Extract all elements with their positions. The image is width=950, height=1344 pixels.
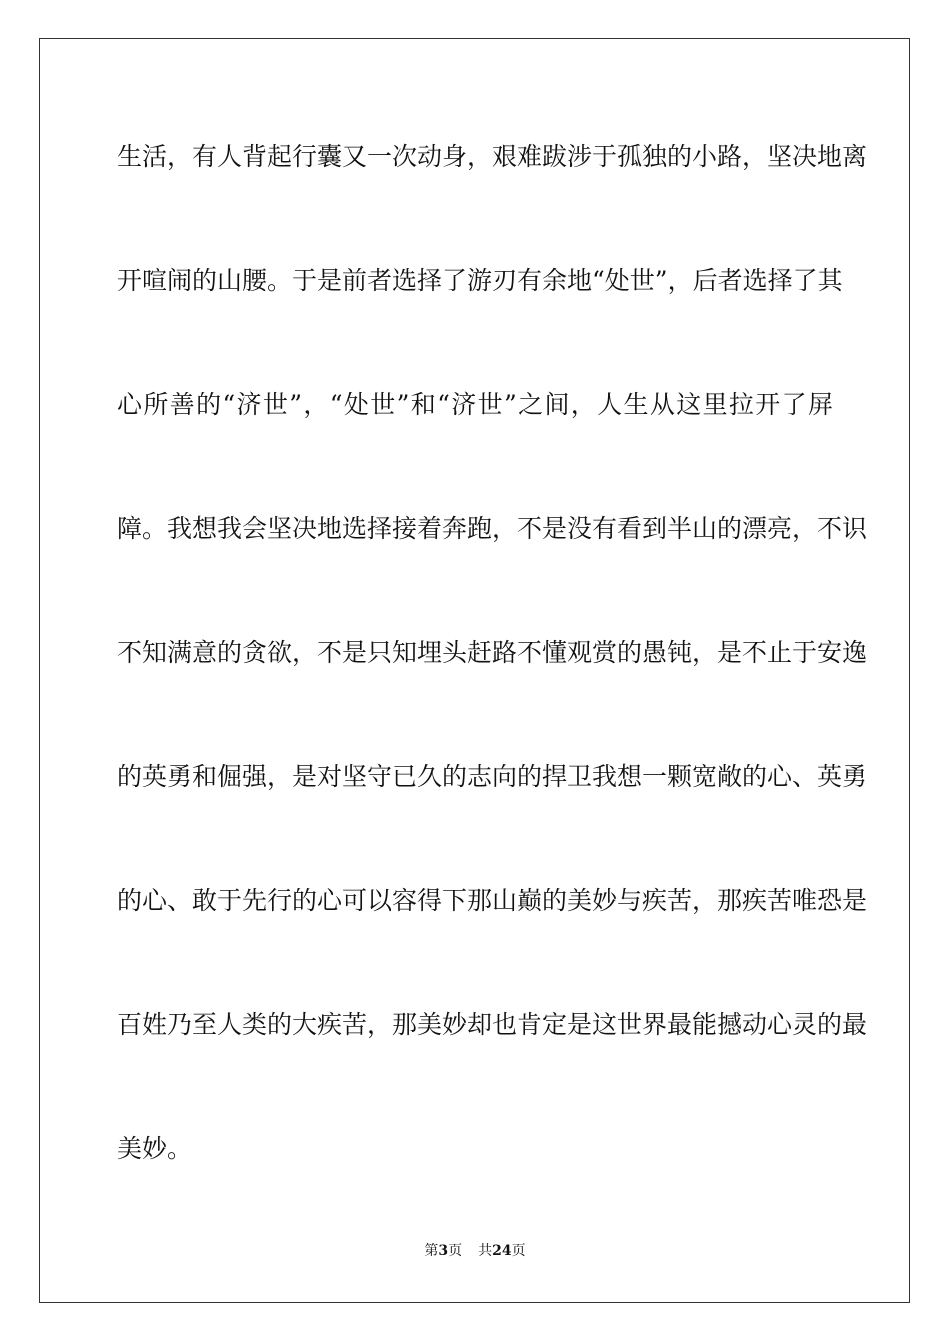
- text-line: 百姓乃至人类的大疾苦，那美妙却也肯定是这世界最能撼动心灵的最: [117, 1010, 868, 1039]
- total-prefix: 共: [478, 1243, 493, 1259]
- text-line: 障。我想我会坚决地选择接着奔跑，不是没有看到半山的漂亮，不识: [117, 514, 868, 543]
- page-prefix: 第: [424, 1243, 439, 1259]
- text-line: 开喧闹的山腰。于是前者选择了游刃有余地“处世”，后者选择了其: [117, 266, 843, 295]
- text-line: 美妙。: [117, 1134, 193, 1163]
- total-pages-number: 24: [492, 1243, 512, 1259]
- text-line: 心所善的“济世”，“处世”和“济世”之间，人生从这里拉开了屏: [117, 390, 833, 419]
- text-line: 不知满意的贪欲，不是只知埋头赶路不懂观赏的愚钝，是不止于安逸: [117, 638, 868, 667]
- page-suffix: 页: [448, 1243, 463, 1259]
- document-body: [117, 126, 868, 1242]
- text-line: 的英勇和倔强，是对坚守已久的志向的捍卫我想一颗宽敞的心、英勇: [117, 762, 868, 791]
- total-suffix: 页: [511, 1243, 526, 1259]
- page-number-footer: [0, 1241, 950, 1261]
- text-line: 生活，有人背起行囊又一次动身，艰难跋涉于孤独的小路，坚决地离: [117, 142, 868, 171]
- current-page-number: 3: [438, 1243, 449, 1259]
- text-line: 的心、敢于先行的心可以容得下那山巅的美妙与疾苦，那疾苦唯恐是: [117, 886, 868, 915]
